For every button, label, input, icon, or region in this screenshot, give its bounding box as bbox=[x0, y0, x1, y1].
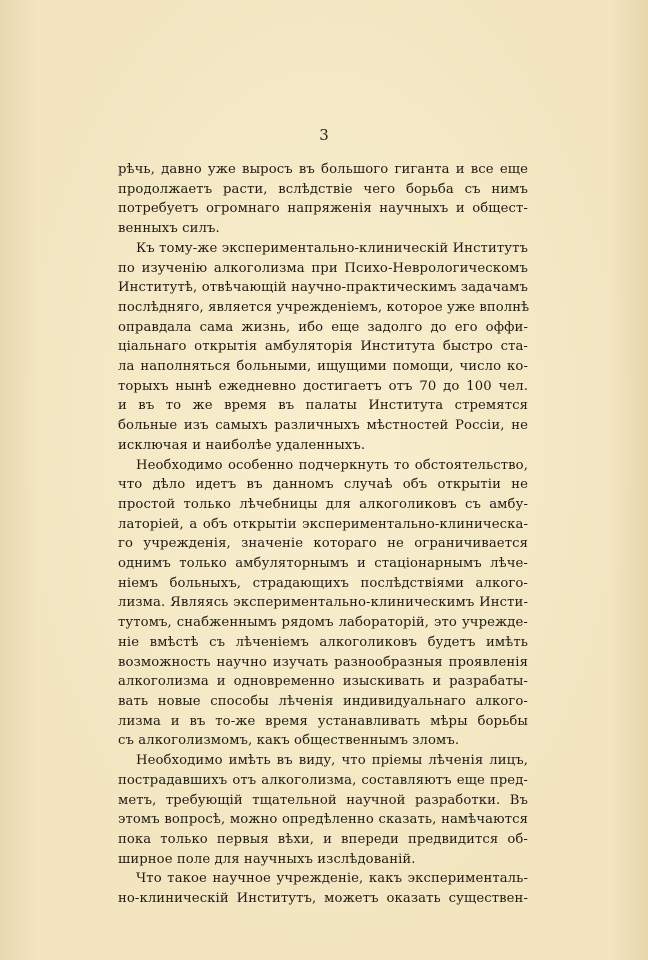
text-line: тутомъ, снабженнымъ рядомъ лабораторій, это учрежде- bbox=[118, 615, 528, 631]
text-line: ніемъ больныхъ, страдающихъ послѣдствіями алкого- bbox=[118, 575, 528, 591]
text-line: го учрежденія, значеніе котораго не ограничивается bbox=[118, 536, 528, 552]
text-line: больные изъ самыхъ различныхъ мѣстностей Россіи, не bbox=[118, 418, 528, 434]
text-line: оправдала сама жизнь, ибо еще задолго до его оффи- bbox=[118, 319, 528, 335]
text-line: Необходимо особенно подчеркнуть то обстоятельство, bbox=[136, 457, 528, 473]
text-line: метъ, требующій тщательной научной разработки. Въ bbox=[118, 792, 528, 808]
paragraph bbox=[118, 456, 528, 752]
text-line: послѣдняго, является учрежденіемъ, которое уже вполнѣ bbox=[118, 299, 530, 315]
text-line: ширное поле для научныхъ изслѣдованій. bbox=[118, 851, 416, 867]
text-line: этомъ вопросѣ, можно опредѣленно сказать, намѣчаются bbox=[118, 812, 528, 828]
page-number: 3 bbox=[319, 126, 329, 144]
text-line: по изученію алкоголизма при Психо-Неврологическомъ bbox=[118, 260, 528, 276]
text-line: Необходимо имѣть въ виду, что пріемы лѣченія лицъ, bbox=[136, 753, 528, 769]
paragraph bbox=[118, 160, 528, 239]
text-line: продолжаетъ расти, вслѣдствіе чего борьба съ нимъ bbox=[118, 181, 528, 197]
text-line: Институтѣ, отвѣчающій научно-практическимъ задачамъ bbox=[118, 280, 528, 296]
text-line: пока только первыя вѣхи, и впереди предвидится об- bbox=[118, 831, 528, 847]
text-line: лизма и въ то-же время устанавливать мѣры борьбы bbox=[118, 713, 528, 729]
text-line: возможность научно изучать разнообразныя проявленія bbox=[118, 654, 528, 670]
text-line: ла наполняться больными, ищущими помощи, число ко- bbox=[118, 359, 528, 375]
text-line: но-клиническій Институтъ, можетъ оказать существен- bbox=[118, 891, 528, 907]
text-line: ніе вмѣстѣ съ лѣченіемъ алкоголиковъ будетъ имѣть bbox=[118, 634, 528, 650]
paragraph bbox=[118, 239, 528, 456]
text-line: что дѣло идетъ въ данномъ случаѣ объ открытіи не bbox=[118, 477, 528, 493]
text-line: Что такое научное учрежденіе, какъ эксперименталь- bbox=[136, 871, 528, 887]
paragraph bbox=[118, 869, 528, 908]
text-line: простой только лѣчебницы для алкоголиковъ съ амбу- bbox=[118, 496, 528, 512]
text-line: и въ то же время въ палаты Института стремятся bbox=[118, 398, 528, 414]
body-text bbox=[118, 160, 528, 909]
text-line: съ алкоголизмомъ, какъ общественнымъ зломъ. bbox=[118, 733, 460, 749]
text-line: венныхъ силъ. bbox=[118, 221, 220, 237]
text-line: рѣчь, давно уже выросъ въ большого гиганта и все еще bbox=[118, 162, 528, 177]
text-line: однимъ только амбуляторнымъ и стаціонарнымъ лѣче- bbox=[118, 556, 528, 572]
text-line: ціальнаго открытія амбуляторія Института быстро ста- bbox=[118, 339, 528, 355]
text-line: лизма. Являясь экспериментально-клиническимъ Инсти- bbox=[118, 595, 528, 611]
text-line: пострадавшихъ отъ алкоголизма, составляютъ еще пред- bbox=[118, 772, 528, 788]
text-line: алкоголизма и одновременно изыскивать и разрабаты- bbox=[118, 674, 528, 690]
text-line: торыхъ нынѣ ежедневно достигаетъ отъ 70 до 100 чел. bbox=[118, 378, 528, 394]
text-line: Къ тому-же экспериментально-клиническій Институтъ bbox=[136, 240, 528, 256]
paragraph bbox=[118, 751, 528, 869]
text-line: латоріей, а объ открытіи экспериментально-клиническа- bbox=[118, 516, 528, 532]
text-line: потребуетъ огромнаго напряженія научныхъ и общест- bbox=[118, 201, 528, 217]
text-line: исключая и наиболѣе удаленныхъ. bbox=[118, 437, 366, 453]
text-line: вать новые способы лѣченія индивидуальнаго алкого- bbox=[118, 693, 528, 709]
